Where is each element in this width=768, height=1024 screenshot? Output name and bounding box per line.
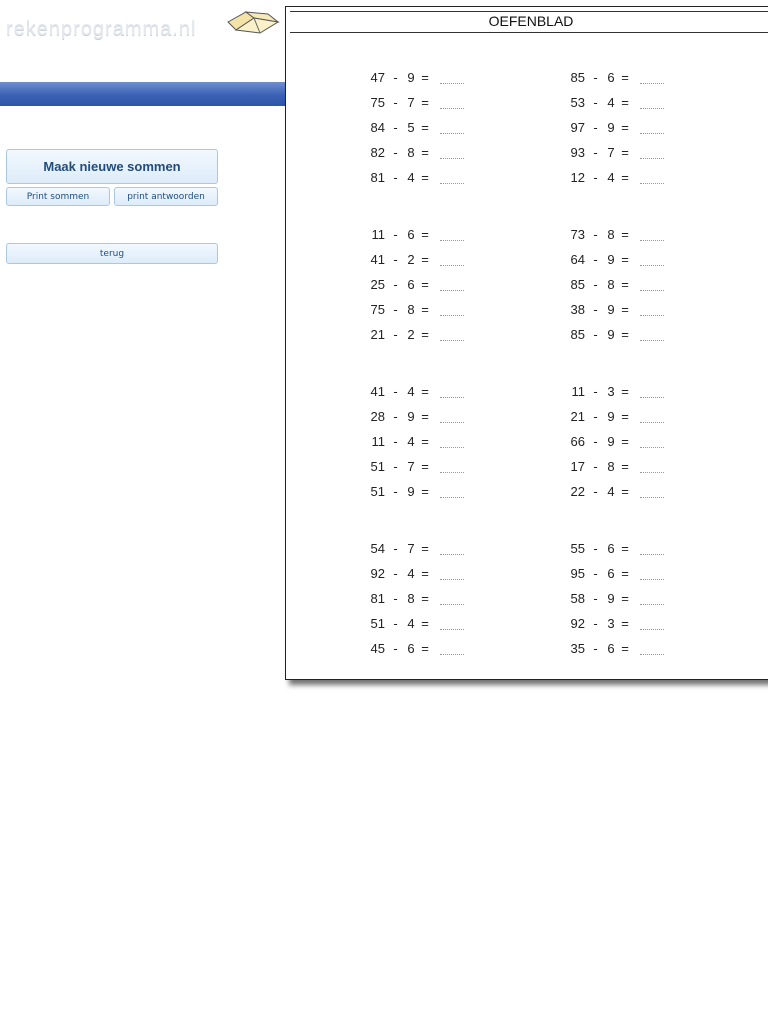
equals-sign: = <box>421 616 429 631</box>
equals-sign: = <box>621 227 629 242</box>
equals-sign: = <box>421 120 429 135</box>
open-book-icon <box>224 8 280 34</box>
equals-sign: = <box>621 277 629 292</box>
first-number: 22 <box>570 484 585 499</box>
equals-sign: = <box>621 434 629 449</box>
answer-blank[interactable] <box>640 437 664 448</box>
back-button[interactable]: terug <box>6 243 218 264</box>
equals-sign: = <box>621 484 629 499</box>
exercise-group <box>366 65 496 222</box>
equals-sign: = <box>421 566 429 581</box>
site-logo[interactable] <box>6 8 278 48</box>
minus-sign: - <box>593 227 598 242</box>
minus-sign: - <box>593 327 598 342</box>
second-number: 4 <box>407 566 415 581</box>
equals-sign: = <box>621 327 629 342</box>
minus-sign: - <box>393 384 398 399</box>
answer-blank[interactable] <box>640 73 664 84</box>
exercise-row <box>366 379 496 404</box>
exercise-row <box>566 586 696 611</box>
exercise-row <box>366 297 496 322</box>
first-number: 81 <box>370 170 385 185</box>
minus-sign: - <box>393 70 398 85</box>
answer-blank[interactable] <box>440 387 464 398</box>
second-number: 8 <box>407 145 415 160</box>
equals-sign: = <box>621 252 629 267</box>
first-number: 53 <box>570 95 585 110</box>
first-number: 12 <box>570 170 585 185</box>
second-number: 7 <box>607 145 615 160</box>
equals-sign: = <box>421 327 429 342</box>
exercise-group <box>366 222 496 379</box>
equals-sign: = <box>421 277 429 292</box>
answer-blank[interactable] <box>640 255 664 266</box>
first-number: 45 <box>370 641 385 656</box>
first-number: 64 <box>570 252 585 267</box>
exercise-row <box>366 222 496 247</box>
second-number: 4 <box>607 95 615 110</box>
exercise-row <box>366 90 496 115</box>
answer-blank[interactable] <box>640 123 664 134</box>
second-number: 6 <box>607 566 615 581</box>
equals-sign: = <box>621 145 629 160</box>
exercise-row <box>366 404 496 429</box>
answer-blank[interactable] <box>440 255 464 266</box>
exercise-group <box>566 536 696 693</box>
first-number: 54 <box>370 541 385 556</box>
exercise-row <box>566 561 696 586</box>
exercise-row <box>366 140 496 165</box>
minus-sign: - <box>393 591 398 606</box>
exercise-row <box>366 479 496 504</box>
print-answers-button[interactable]: print antwoorden <box>114 187 218 206</box>
logo-text: rekenprogramma.nl <box>6 18 197 40</box>
second-number: 3 <box>607 616 615 631</box>
minus-sign: - <box>593 95 598 110</box>
second-number: 4 <box>407 616 415 631</box>
exercise-row <box>566 611 696 636</box>
second-number: 9 <box>607 120 615 135</box>
minus-sign: - <box>393 541 398 556</box>
exercise-row <box>366 272 496 297</box>
equals-sign: = <box>621 170 629 185</box>
first-number: 35 <box>570 641 585 656</box>
answer-blank[interactable] <box>440 644 464 655</box>
minus-sign: - <box>393 409 398 424</box>
second-number: 6 <box>407 277 415 292</box>
minus-sign: - <box>593 384 598 399</box>
second-number: 9 <box>607 591 615 606</box>
equals-sign: = <box>621 616 629 631</box>
exercise-row <box>566 636 696 661</box>
answer-blank[interactable] <box>640 569 664 580</box>
equals-sign: = <box>621 95 629 110</box>
minus-sign: - <box>393 277 398 292</box>
first-number: 93 <box>570 145 585 160</box>
exercise-row <box>566 404 696 429</box>
exercise-row <box>566 247 696 272</box>
exercise-row <box>566 65 696 90</box>
second-number: 9 <box>607 409 615 424</box>
first-number: 85 <box>570 277 585 292</box>
minus-sign: - <box>593 70 598 85</box>
minus-sign: - <box>593 302 598 317</box>
answer-blank[interactable] <box>440 544 464 555</box>
equals-sign: = <box>421 252 429 267</box>
first-number: 58 <box>570 591 585 606</box>
first-number: 11 <box>371 434 385 449</box>
second-number: 7 <box>407 541 415 556</box>
exercise-row <box>566 165 696 190</box>
equals-sign: = <box>421 541 429 556</box>
minus-sign: - <box>593 616 598 631</box>
answer-blank[interactable] <box>440 594 464 605</box>
equals-sign: = <box>421 434 429 449</box>
answer-blank[interactable] <box>640 98 664 109</box>
worksheet-title: OEFENBLAD <box>488 13 574 29</box>
second-number: 8 <box>607 277 615 292</box>
first-number: 92 <box>370 566 385 581</box>
second-number: 9 <box>407 70 415 85</box>
second-number: 6 <box>607 70 615 85</box>
exercise-row <box>366 322 496 347</box>
answer-blank[interactable] <box>640 230 664 241</box>
minus-sign: - <box>393 484 398 499</box>
second-number: 8 <box>407 591 415 606</box>
equals-sign: = <box>621 641 629 656</box>
equals-sign: = <box>421 170 429 185</box>
answer-blank[interactable] <box>440 569 464 580</box>
equals-sign: = <box>621 591 629 606</box>
second-number: 4 <box>407 384 415 399</box>
first-number: 38 <box>570 302 585 317</box>
first-number: 41 <box>370 384 385 399</box>
exercise-row <box>566 140 696 165</box>
first-number: 11 <box>571 384 585 399</box>
first-number: 17 <box>570 459 585 474</box>
exercise-row <box>566 272 696 297</box>
second-number: 2 <box>407 252 415 267</box>
second-number: 4 <box>607 170 615 185</box>
equals-sign: = <box>421 484 429 499</box>
exercise-row <box>366 536 496 561</box>
second-number: 6 <box>607 641 615 656</box>
answer-blank[interactable] <box>440 305 464 316</box>
minus-sign: - <box>393 95 398 110</box>
second-number: 8 <box>407 302 415 317</box>
exercise-row <box>366 611 496 636</box>
minus-sign: - <box>593 641 598 656</box>
first-number: 21 <box>370 327 385 342</box>
answer-blank[interactable] <box>640 305 664 316</box>
second-number: 4 <box>407 434 415 449</box>
answer-blank[interactable] <box>640 594 664 605</box>
equals-sign: = <box>621 70 629 85</box>
second-number: 3 <box>607 384 615 399</box>
first-number: 55 <box>570 541 585 556</box>
minus-sign: - <box>593 566 598 581</box>
exercise-row <box>566 115 696 140</box>
answer-blank[interactable] <box>640 148 664 159</box>
minus-sign: - <box>593 591 598 606</box>
answer-blank[interactable] <box>640 412 664 423</box>
equals-sign: = <box>421 302 429 317</box>
minus-sign: - <box>393 120 398 135</box>
second-number: 6 <box>407 227 415 242</box>
answer-blank[interactable] <box>440 437 464 448</box>
first-number: 95 <box>570 566 585 581</box>
first-number: 84 <box>370 120 385 135</box>
first-number: 51 <box>370 484 385 499</box>
answer-blank[interactable] <box>440 148 464 159</box>
answer-blank[interactable] <box>440 280 464 291</box>
equals-sign: = <box>621 541 629 556</box>
equals-sign: = <box>421 591 429 606</box>
exercise-row <box>366 247 496 272</box>
second-number: 9 <box>607 302 615 317</box>
second-number: 4 <box>407 170 415 185</box>
second-number: 6 <box>607 541 615 556</box>
minus-sign: - <box>393 145 398 160</box>
first-number: 75 <box>370 95 385 110</box>
first-number: 97 <box>570 120 585 135</box>
first-number: 75 <box>370 302 385 317</box>
minus-sign: - <box>393 434 398 449</box>
second-number: 9 <box>407 409 415 424</box>
answer-blank[interactable] <box>640 544 664 555</box>
minus-sign: - <box>593 409 598 424</box>
answer-blank[interactable] <box>440 412 464 423</box>
answer-blank[interactable] <box>440 173 464 184</box>
exercise-row <box>366 65 496 90</box>
first-number: 82 <box>370 145 385 160</box>
minus-sign: - <box>393 616 398 631</box>
minus-sign: - <box>593 434 598 449</box>
answer-blank[interactable] <box>440 619 464 630</box>
minus-sign: - <box>393 170 398 185</box>
first-number: 66 <box>570 434 585 449</box>
minus-sign: - <box>393 459 398 474</box>
worksheet-header <box>290 11 768 33</box>
answer-blank[interactable] <box>440 487 464 498</box>
minus-sign: - <box>593 277 598 292</box>
first-number: 85 <box>570 70 585 85</box>
first-number: 51 <box>370 616 385 631</box>
first-number: 85 <box>570 327 585 342</box>
equals-sign: = <box>621 302 629 317</box>
exercise-row <box>366 429 496 454</box>
exercise-group <box>366 379 496 536</box>
exercise-row <box>366 165 496 190</box>
exercise-row <box>566 379 696 404</box>
equals-sign: = <box>421 384 429 399</box>
worksheet <box>285 6 768 680</box>
answer-blank[interactable] <box>440 98 464 109</box>
first-number: 92 <box>570 616 585 631</box>
exercise-group <box>566 222 696 379</box>
first-number: 47 <box>370 70 385 85</box>
print-sums-button[interactable]: Print sommen <box>6 187 110 206</box>
minus-sign: - <box>593 484 598 499</box>
exercise-group <box>566 65 696 222</box>
exercise-column-left <box>366 65 496 693</box>
answer-blank[interactable] <box>440 73 464 84</box>
header-band <box>0 82 290 106</box>
exercise-row <box>366 454 496 479</box>
answer-blank[interactable] <box>440 462 464 473</box>
equals-sign: = <box>621 459 629 474</box>
equals-sign: = <box>421 70 429 85</box>
equals-sign: = <box>421 95 429 110</box>
exercise-row <box>566 454 696 479</box>
minus-sign: - <box>393 302 398 317</box>
second-number: 8 <box>607 227 615 242</box>
exercise-row <box>566 536 696 561</box>
exercise-row <box>566 222 696 247</box>
answer-blank[interactable] <box>440 123 464 134</box>
equals-sign: = <box>621 384 629 399</box>
exercise-row <box>566 90 696 115</box>
equals-sign: = <box>421 227 429 242</box>
first-number: 11 <box>371 227 385 242</box>
minus-sign: - <box>593 170 598 185</box>
minus-sign: - <box>393 227 398 242</box>
first-number: 25 <box>370 277 385 292</box>
second-number: 7 <box>407 95 415 110</box>
first-number: 41 <box>370 252 385 267</box>
exercise-group <box>366 536 496 693</box>
second-number: 9 <box>607 327 615 342</box>
exercise-row <box>566 322 696 347</box>
minus-sign: - <box>393 252 398 267</box>
minus-sign: - <box>593 252 598 267</box>
minus-sign: - <box>593 541 598 556</box>
second-number: 4 <box>607 484 615 499</box>
answer-blank[interactable] <box>640 487 664 498</box>
answer-blank[interactable] <box>640 330 664 341</box>
second-number: 7 <box>407 459 415 474</box>
first-number: 73 <box>570 227 585 242</box>
equals-sign: = <box>421 641 429 656</box>
minus-sign: - <box>593 459 598 474</box>
second-number: 8 <box>607 459 615 474</box>
minus-sign: - <box>593 120 598 135</box>
second-number: 9 <box>607 434 615 449</box>
answer-blank[interactable] <box>440 230 464 241</box>
exercise-row <box>566 429 696 454</box>
exercise-row <box>566 479 696 504</box>
exercise-row <box>366 561 496 586</box>
second-number: 9 <box>407 484 415 499</box>
second-number: 2 <box>407 327 415 342</box>
answer-blank[interactable] <box>440 330 464 341</box>
minus-sign: - <box>393 566 398 581</box>
minus-sign: - <box>393 641 398 656</box>
exercise-row <box>366 115 496 140</box>
answer-blank[interactable] <box>640 644 664 655</box>
second-number: 9 <box>607 252 615 267</box>
first-number: 51 <box>370 459 385 474</box>
answer-blank[interactable] <box>640 280 664 291</box>
minus-sign: - <box>393 327 398 342</box>
equals-sign: = <box>621 120 629 135</box>
exercise-row <box>366 636 496 661</box>
first-number: 21 <box>570 409 585 424</box>
equals-sign: = <box>421 409 429 424</box>
first-number: 81 <box>370 591 385 606</box>
exercise-row <box>366 586 496 611</box>
equals-sign: = <box>421 459 429 474</box>
exercise-group <box>566 379 696 536</box>
answer-blank[interactable] <box>640 173 664 184</box>
minus-sign: - <box>593 145 598 160</box>
answer-blank[interactable] <box>640 387 664 398</box>
equals-sign: = <box>621 566 629 581</box>
exercise-column-right <box>566 65 696 693</box>
exercise-row <box>566 297 696 322</box>
second-number: 6 <box>407 641 415 656</box>
answer-blank[interactable] <box>640 619 664 630</box>
new-sums-button[interactable]: Maak nieuwe sommen <box>6 149 218 184</box>
answer-blank[interactable] <box>640 462 664 473</box>
second-number: 5 <box>407 120 415 135</box>
first-number: 28 <box>370 409 385 424</box>
equals-sign: = <box>421 145 429 160</box>
equals-sign: = <box>621 409 629 424</box>
